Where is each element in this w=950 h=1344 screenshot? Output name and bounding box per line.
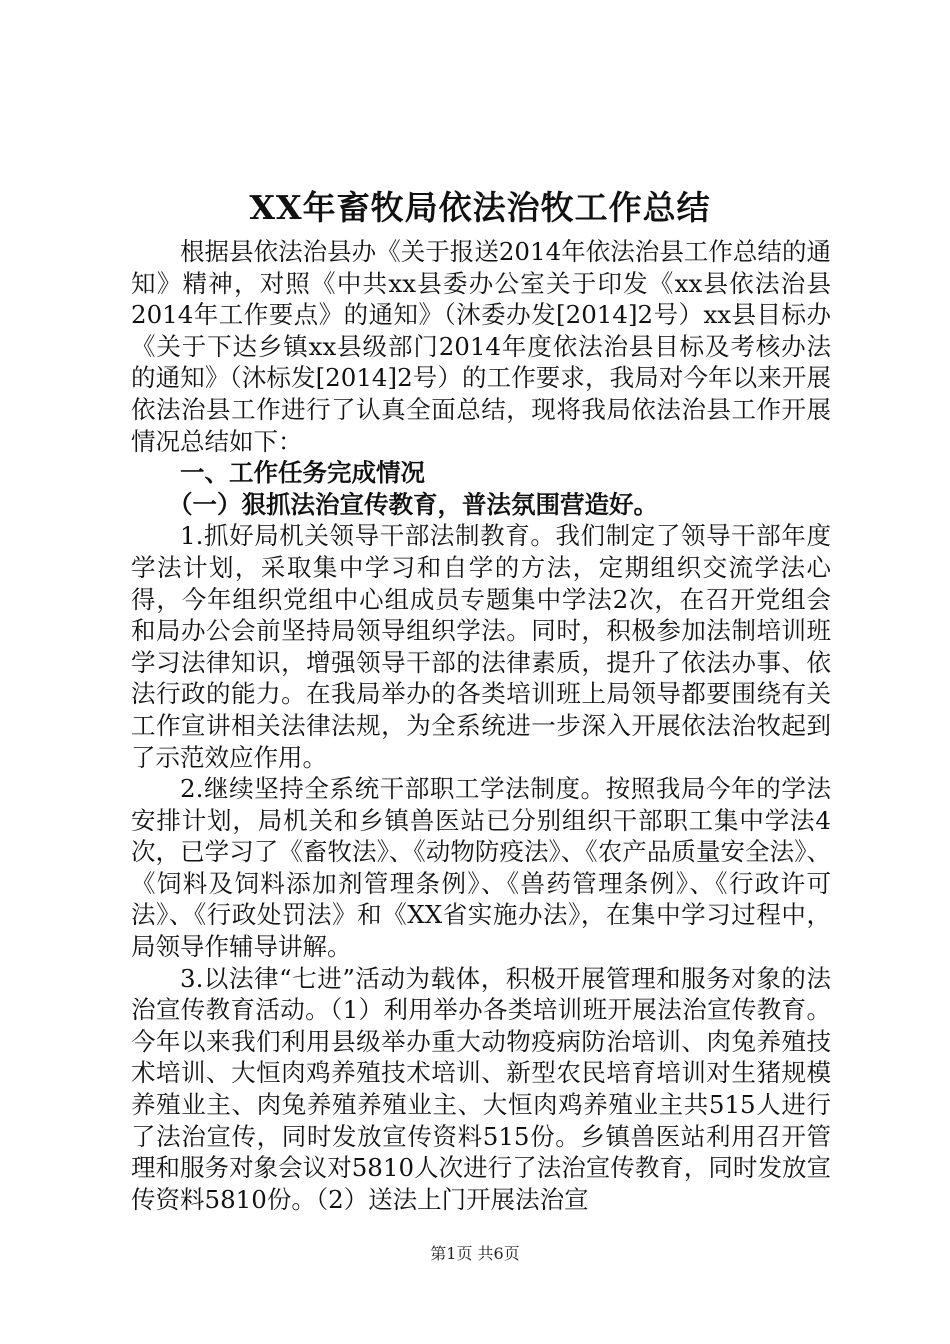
- subsection-heading: （一）狠抓法治宣传教育，普法氛围营造好。: [168, 489, 658, 519]
- document-body: [131, 236, 831, 1215]
- document-title: XX年畜牧局依法治牧工作总结: [249, 188, 711, 227]
- body-paragraph-2: 2.继续坚持全系统干部职工学法制度。按照我局今年的学法安排计划，局机关和乡镇兽医站已分别组织干部职工集中学法4次，已学习了《畜牧法》、《动物防疫法》、《农产品质量安全法》、《饲料及饲料添加剂管理条例》、《兽药管理条例》、《行政许可法》、《行政处罚法》和《XX省实施办法》，在集中学习过程中，局领导作辅导讲解。: [131, 774, 831, 962]
- body-paragraph-1: 1.抓好局机关领导干部法制教育。我们制定了领导干部年度学法计划，采取集中学习和自学的方法，定期组织交流学法心得，今年组织党组中心组成员专题集中学法2次，在召开党组会和局办公会前坚持局领导组织学法。同时，积极参加法制培训班学习法律知识，增强领导干部的法律素质，提升了依法办事、依法行政的能力。在我局举办的各类培训班上局领导都要围绕有关工作宣讲相关法律法规，为全系统进一步深入开展依法治牧起到了示范效应作用。: [131, 521, 831, 772]
- body-paragraph-3: 3.以法律“七进”活动为载体，积极开展管理和服务对象的法治宣传教育活动。（1）利用举办各类培训班开展法治宣传教育。今年以来我们利用县级举办重大动物疫病防治培训、肉兔养殖技术培训、大恒肉鸡养殖技术培训、新型农民培育培训对生猪规模养殖业主、肉兔养殖养殖业主、大恒肉鸡养殖业主共515人进行了法治宣传，同时发放宣传资料515份。乡镇兽医站利用召开管理和服务对象会议对5810人次进行了法治宣传教育，同时发放宣传资料5810份。（2）送法上门开展法治宣: [131, 963, 831, 1214]
- intro-paragraph: 根据县依法治县办《关于报送2014年依法治县工作总结的通知》精神，对照《中共xx县委办公室关于印发《xx县依法治县2014年工作要点》的通知》（沐委办发[2014]2号）xx县目标办《关于下达乡镇xx县级部门2014年度依法治县目标及考核办法的通知》（沐标发[2014]2号）的工作要求，我局对今年以来开展依法治县工作进行了认真全面总结，现将我局依法治县工作开展情况总结如下：: [131, 237, 831, 456]
- page-number-footer: 第1页 共6页: [430, 1244, 520, 1263]
- section-heading: 一、工作任务完成情况: [180, 458, 425, 488]
